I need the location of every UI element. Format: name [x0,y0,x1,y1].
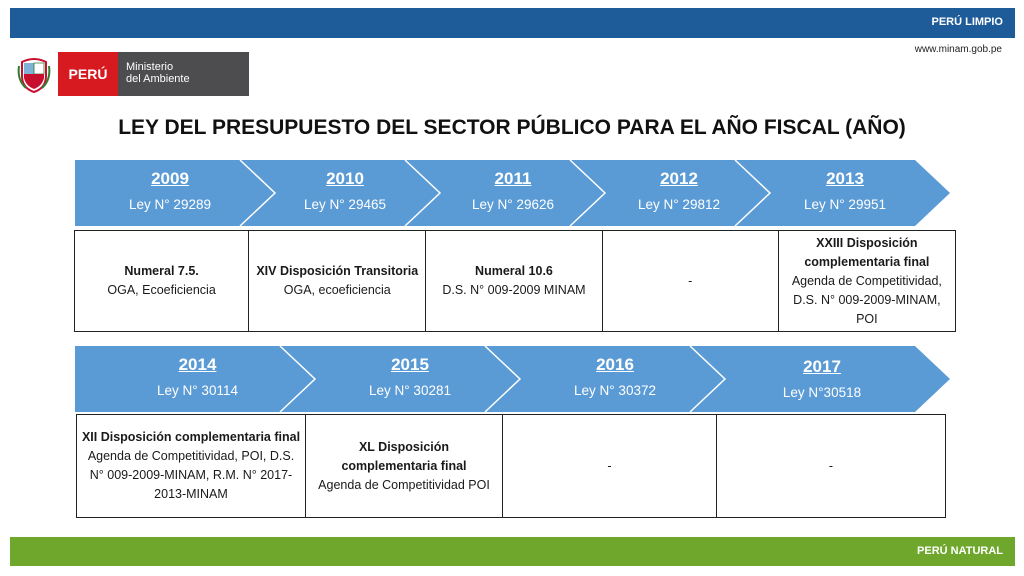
provision-cell-2009 [75,231,249,332]
year-2013 [770,169,920,212]
page-title: LEY DEL PRESUPUESTO DEL SECTOR PÚBLICO PARA EL AÑO FISCAL (AÑO) [118,116,906,139]
ministry-name-line2: del Ambiente [126,73,190,85]
provision-detail: - [607,458,612,473]
provision-cell-2015 [306,415,503,518]
website-url: www.minam.gob.pe [914,44,1002,55]
provision-cell-2016 [503,415,717,518]
year-label: 2014 [178,355,217,374]
law-label: Ley N° 29289 [129,197,211,212]
law-label: Ley N° 30281 [369,383,451,398]
provision-detail: D.S. N° 009-2009 MINAM [442,283,586,297]
year-label: 2016 [596,355,634,374]
provision-detail: Agenda de Competitividad POI [318,477,490,492]
provision-heading: XII Disposición complementaria final [81,430,301,444]
law-label: Ley N°30518 [782,385,862,400]
year-label: 2012 [660,169,698,188]
provision-heading: Numeral 7.5. [124,264,199,278]
year-label: 2013 [826,169,864,188]
provision-cell-2011 [426,231,602,332]
year-label: 2011 [494,169,532,188]
law-label: Ley N° 29626 [472,197,554,212]
year-2012 [604,169,754,212]
ministry-name-line1: Ministerio [126,61,174,73]
provisions-table-row1 [74,230,956,332]
law-label: Ley N° 29465 [304,197,386,212]
bottom-banner [10,537,1015,566]
provision-detail: OGA, Ecoeficiencia [107,283,216,297]
year-2016 [515,355,715,398]
provision-cell-2014 [77,415,306,518]
bottom-banner-label: PERÚ NATURAL [917,545,1003,557]
provision-cell-2013 [778,231,955,332]
provisions-table-row2 [76,414,946,518]
law-label: Ley N° 29951 [804,197,886,212]
year-2009 [80,169,260,212]
year-label: 2015 [391,355,429,374]
provision-detail: - [828,458,834,473]
year-label: 2009 [151,169,189,188]
year-2015 [310,355,510,398]
year-label: 2010 [326,169,364,188]
year-label: 2017 [803,357,841,376]
provision-cell-2010 [249,231,426,332]
provision-detail: - [688,273,693,288]
provision-cell-2012 [602,231,778,332]
top-banner-label: PERÚ LIMPIO [931,16,1003,28]
peru-brand-label: PERÚ [58,52,118,96]
year-2014 [100,355,295,398]
provision-heading: XIV Disposición Transitoria [256,264,419,278]
law-label: Ley N° 29812 [638,197,720,212]
law-label: Ley N° 30372 [574,383,656,398]
law-label: Ley N° 30114 [157,383,238,398]
provision-detail: OGA, ecoeficiencia [283,283,391,297]
year-2011 [438,169,588,212]
provision-cell-2017 [717,415,946,518]
provision-heading: XXIII Disposición complementaria final [804,235,930,269]
provision-heading: XL Disposición complementaria final [341,439,467,473]
year-2017 [722,357,922,400]
provision-heading: Numeral 10.6 [475,264,553,278]
provision-detail: Agenda de Competitividad, D.S. N° 009-2009-MINAM, POI [791,273,942,326]
provision-detail: Agenda de Competitividad, POI, D.S. N° 009-2009-MINAM, R.M. N° 2017-2013-MINAM [87,449,295,501]
year-2010 [270,169,420,212]
